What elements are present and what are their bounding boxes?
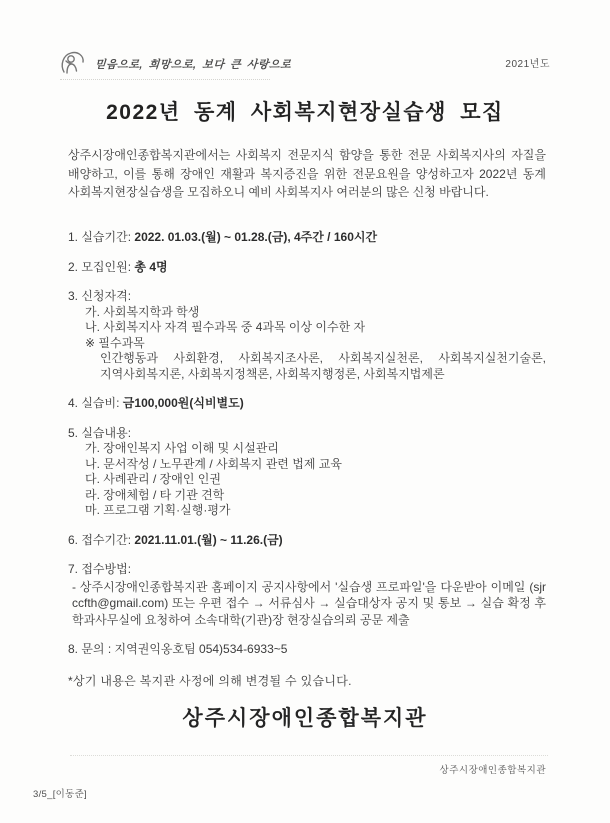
section-value: 금100,000원(식비별도) [122, 396, 244, 410]
eligibility-item: 나. 사회복지사 자격 필수과목 중 4과목 이상 이수한 자 [85, 320, 366, 334]
required-courses-label: ※ 필수과목 [85, 335, 145, 350]
section-value: 2021.11.01.(월) ~ 11.26.(금) [134, 532, 283, 547]
required-courses-list: 인간행동과 사회환경, 사회복지조사론, 사회복지실천론, 사회복지실천기술론, 지역사회복지론, 사회복지정책론, 사회복지행정론, 사회복지법제론 [100, 351, 546, 381]
section-value: 총 4명 [134, 259, 168, 274]
section-label: 3. 신청자격: [68, 289, 132, 303]
section-label: 7. 접수방법: [68, 562, 132, 576]
intro-paragraph: 상주시장애인종합복지관에서는 사회복지 전문지식 함양을 통한 전문 사회복지사의 자질을 배양하고, 이를 통해 장애인 재활과 복지증진을 위한 전문요원을 양성하고자 2022년 동계 사회복지현장실습생을 모집하오니 예비 사회복지사 여러분의 많은 신청 바랍니다. [68, 148, 546, 199]
application-method-text: - 상주시장애인종합복지관 홈페이지 공지사항에서 '실습생 프로파일'을 다운받아 이메일 (sjrccfth@gmail.com) 또는 우편 접수 → 서류심사 → 실습대상자 공지 및 통보 → 실습 확정 후 학과사무실에 요청하여 소속대학(기관)장 현장실습의뢰 공문 제출 [72, 579, 546, 627]
content-body [68, 230, 546, 689]
slogan-text: 믿음으로, 희망으로, 보다 큰 사랑으로 [94, 59, 292, 71]
content-item: 다. 사례관리 / 장애인 인권 [85, 472, 221, 486]
org-logo-icon [58, 49, 88, 79]
content-item: 라. 장애체험 / 타 기관 견학 [85, 487, 225, 502]
organization-title: 상주시장애인종합복지관 [182, 707, 428, 730]
section-eligibility [68, 289, 546, 382]
content-item: 마. 프로그램 기획·실행·평가 [85, 503, 231, 517]
letterhead [58, 49, 550, 79]
section-label: 2. 모집인원: [68, 259, 132, 274]
section-label: 4. 실습비: [68, 396, 120, 410]
document-title: 2022년 동계 사회복지현장실습생 모집 [106, 101, 504, 124]
section-recruit-count [68, 260, 546, 276]
section-value: 2022. 01.03.(월) ~ 01.28.(금), 4주간 / 160시간 [134, 230, 378, 244]
section-label: 6. 접수기간: [68, 532, 132, 547]
section-training-period [68, 230, 546, 246]
section-fee [68, 396, 546, 412]
section-label: 5. 실습내용: [68, 425, 132, 440]
section-application-method [68, 562, 546, 628]
content-item: 가. 장애인복지 사업 이해 및 시설관리 [85, 441, 279, 455]
section-contact [68, 642, 546, 658]
section-training-content [68, 426, 546, 519]
eligibility-item: 가. 사회복지학과 학생 [85, 304, 200, 319]
year-label: 2021년도 [505, 59, 550, 70]
change-disclaimer: *상기 내용은 복지관 사정에 의해 변경될 수 있습니다. [68, 673, 352, 688]
section-application-period [68, 533, 546, 549]
section-value: 지역권익옹호팀 054)534-6933~5 [114, 642, 288, 656]
footer-organization: 상주시장애인종합복지관 [439, 765, 546, 776]
page-number-label: 3/5_[이동준] [33, 789, 87, 800]
scan-artifact-line [60, 79, 270, 80]
section-label: 1. 실습기간: [68, 230, 132, 244]
section-label: 8. 문의 : [68, 642, 112, 656]
scan-artifact-line [70, 755, 548, 756]
content-item: 나. 문서작성 / 노무관계 / 사회복지 관련 법제 교육 [85, 456, 342, 471]
